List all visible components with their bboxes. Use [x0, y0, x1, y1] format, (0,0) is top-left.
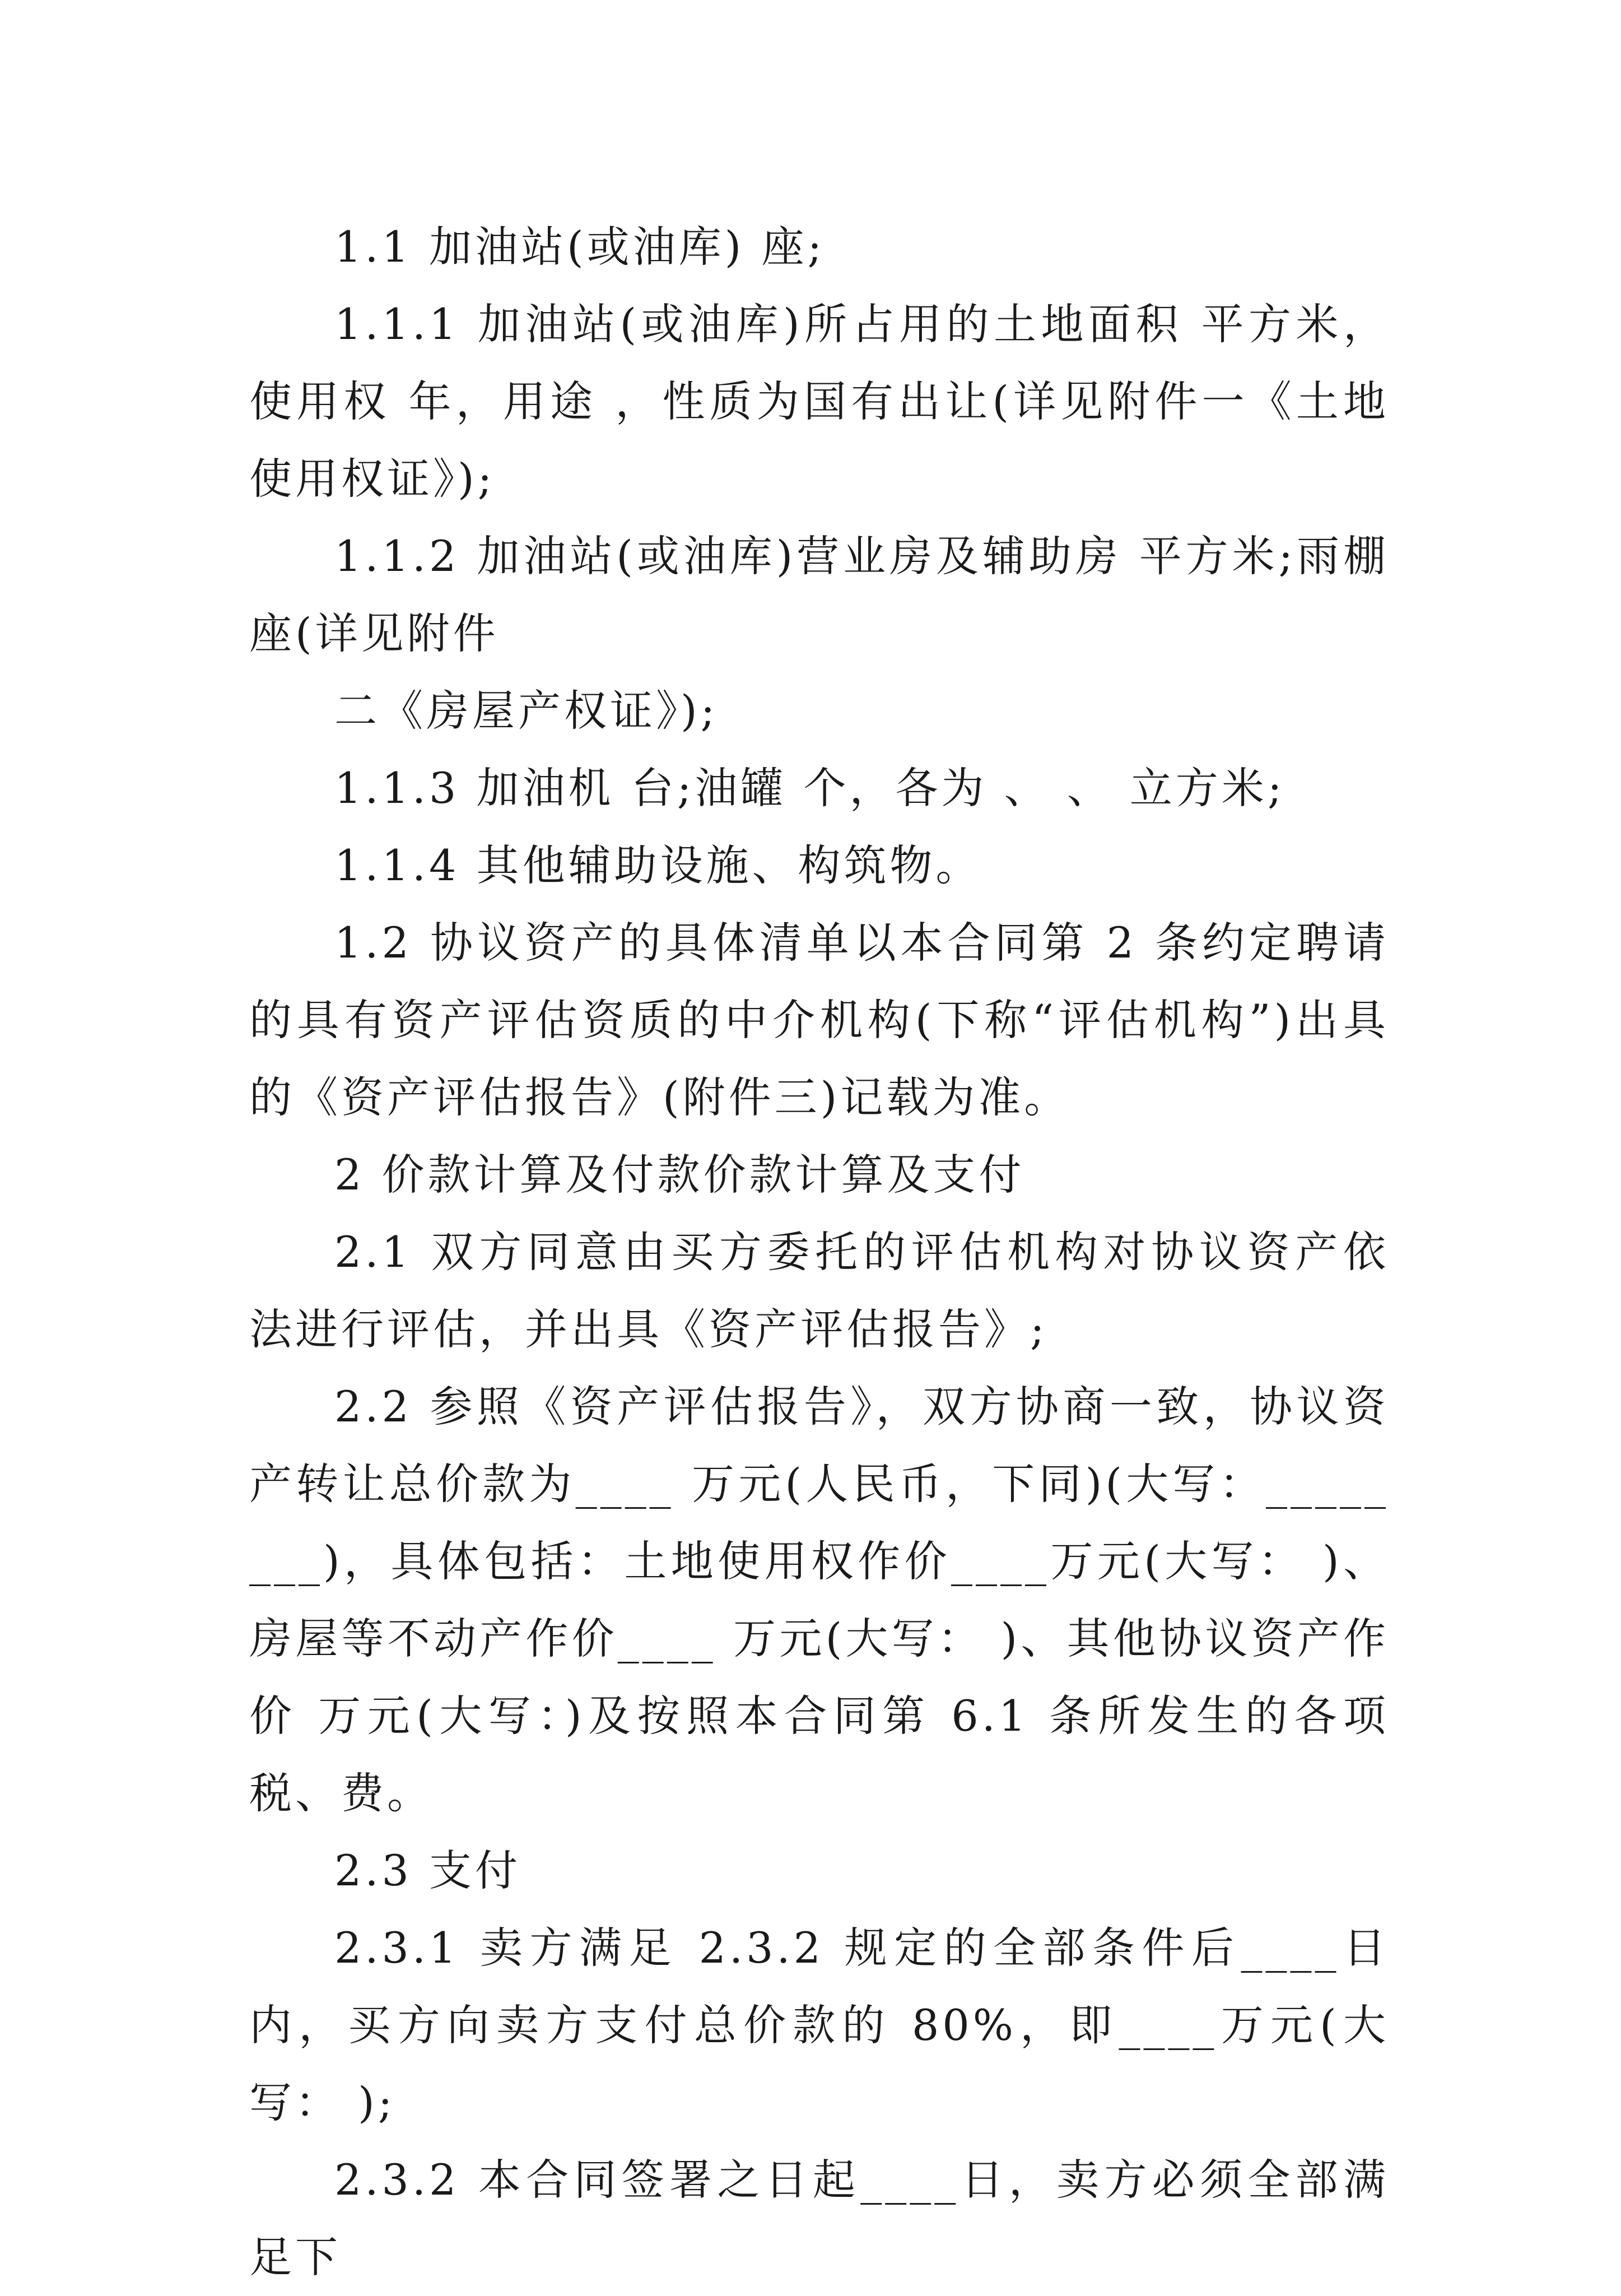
clause-2-2: 2.2 参照《资产评估报告》，双方协商一致，协议资产转让总价款为____ 万元(人民币，下同)(大写：________)，具体包括：土地使用权作价____万元(大写： )、房屋等不动产作价____ 万元(大写： )、其他协议资产作价 万元(大写：)及按照本合同第 6.1 条所发生的各项税、费。 — [249, 1382, 1389, 1818]
clause-2-3-2: 2.3.2 本合同签署之日起____日，卖方必须全部满足下 — [249, 2155, 1389, 2282]
clause-1-1-2: 1.1.2 加油站(或油库)营业房及辅助房 平方米;雨棚 座(详见附件 — [249, 531, 1389, 658]
clause-1-1-2-continued: 二《房屋产权证》); — [334, 686, 719, 736]
clause-1-1-1: 1.1.1 加油站(或油库)所占用的土地面积 平方米，使用权 年，用途 ，性质为国有出让(详见附件一《土地使用权证》); — [249, 299, 1389, 504]
section-2-heading: 2 价款计算及付款价款计算及支付 — [334, 1150, 1025, 1200]
clause-1-1-3: 1.1.3 加油机 台;油罐 个，各为 、 、 立方米; — [334, 763, 1285, 813]
clause-1-1-4: 1.1.4 其他辅助设施、构筑物。 — [334, 840, 982, 890]
clause-2-1: 2.1 双方同意由买方委托的评估机构对协议资产依法进行评估，并出具《资产评估报告》; — [249, 1227, 1389, 1354]
clause-1-1: 1.1 加油站(或油库) 座; — [334, 222, 826, 272]
document-body — [249, 208, 1389, 2296]
clause-2-3: 2.3 支付 — [334, 1846, 521, 1895]
clause-1-2: 1.2 协议资产的具体清单以本合同第 2 条约定聘请的具有资产评估资质的中介机构(下称“评估机构”)出具的《资产评估报告》(附件三)记载为准。 — [249, 918, 1389, 1122]
clause-2-3-1: 2.3.1 卖方满足 2.3.2 规定的全部条件后____日内，买方向卖方支付总价款的 80%，即____万元(大写： ); — [249, 1923, 1389, 2127]
